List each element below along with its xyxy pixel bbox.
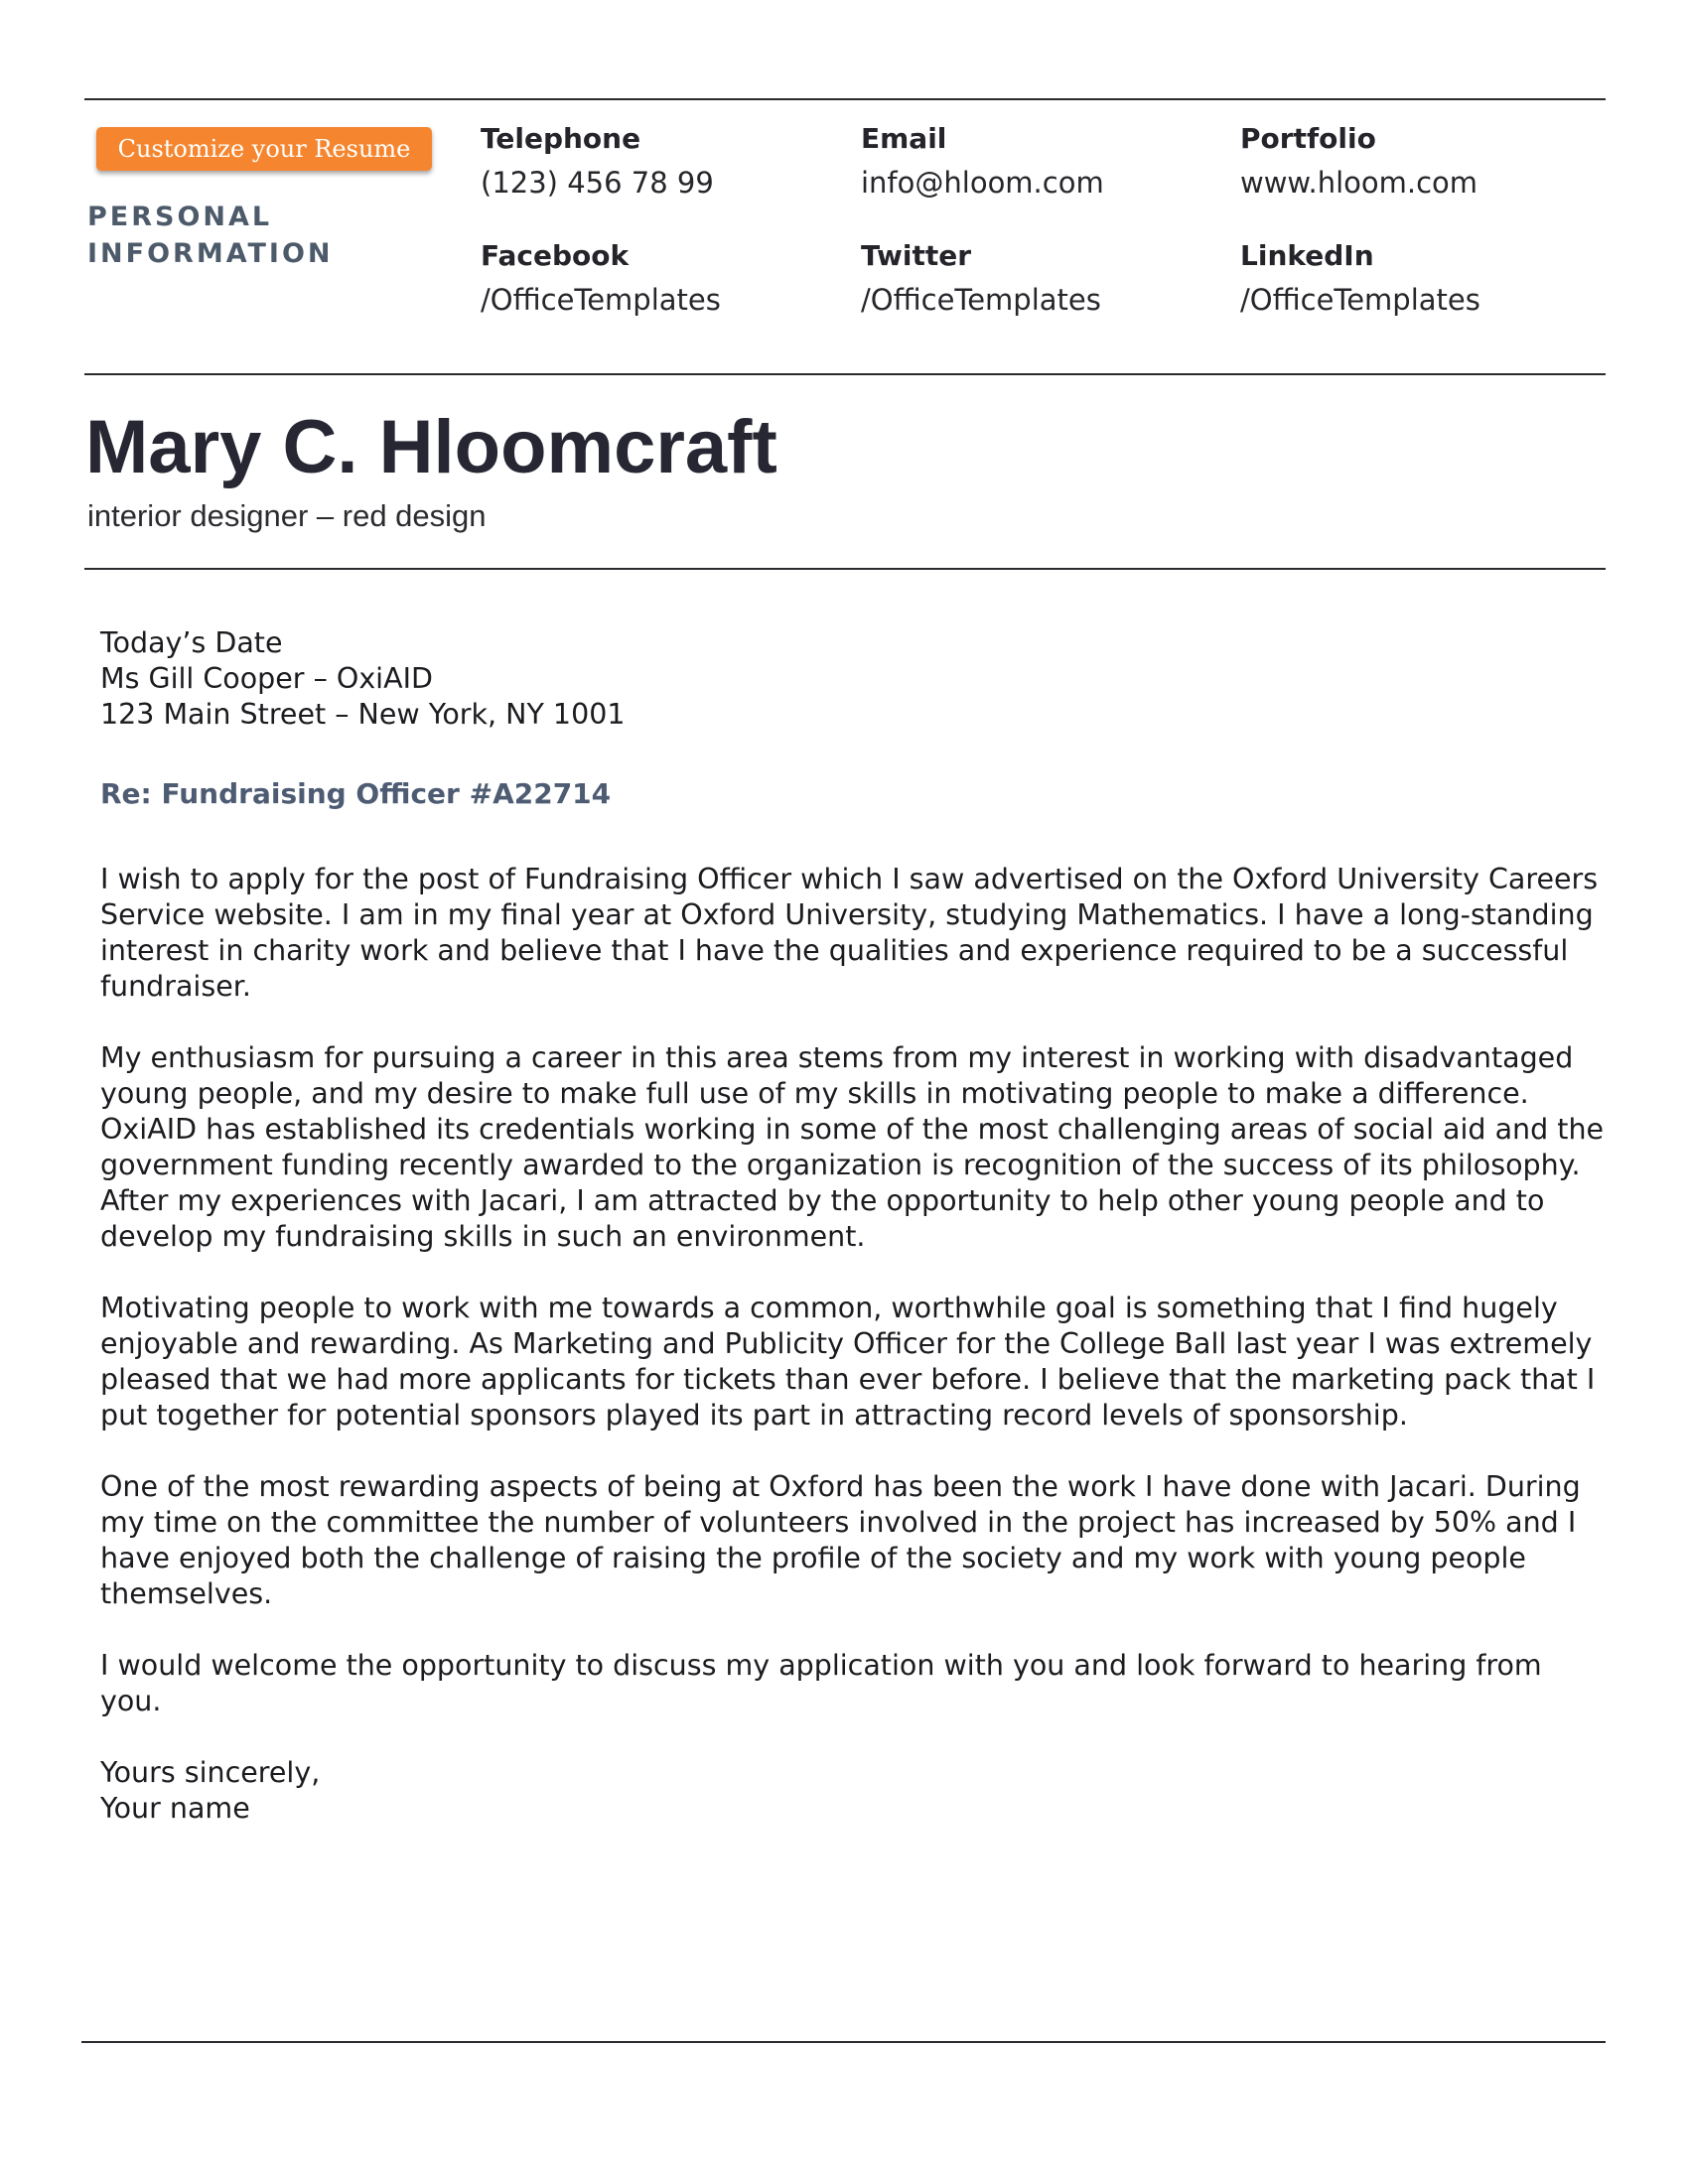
letter-signature: Your name [100, 1792, 250, 1825]
cover-letter-body [100, 625, 1610, 1827]
contact-portfolio [1240, 121, 1608, 203]
contact-value: /OfficeTemplates [481, 283, 721, 317]
letter-recipient: Ms Gill Cooper – OxiAID [100, 662, 433, 695]
paragraph-line: you. [100, 1685, 162, 1717]
letter-paragraph [100, 1291, 1610, 1433]
paragraph-line: put together for potential sponsors played its part in attracting record levels of sponsorship. [100, 1399, 1408, 1432]
contact-value: /OfficeTemplates [1240, 283, 1480, 317]
customize-resume-button[interactable]: Customize your Resume [96, 127, 432, 171]
letter-paragraph [100, 1040, 1610, 1255]
letter-paragraph [100, 1469, 1610, 1612]
contact-label: LinkedIn [1240, 239, 1374, 272]
contact-telephone [481, 121, 848, 203]
contact-label: Portfolio [1240, 122, 1376, 155]
paragraph-line: My enthusiasm for pursuing a career in this area stems from my interest in working with disadvantaged [100, 1041, 1574, 1074]
paragraph-line: Motivating people to work with me towards a common, worthwhile goal is something that I find hugely [100, 1292, 1558, 1324]
contact-value: /OfficeTemplates [861, 283, 1101, 317]
contact-email [861, 121, 1228, 203]
letter-paragraph [100, 1648, 1610, 1719]
paragraph-line: fundraiser. [100, 970, 251, 1003]
contact-label: Telephone [481, 122, 641, 155]
paragraph-line: pleased that we had more applicants for tickets than ever before. I believe that the marketing pack that I [100, 1363, 1596, 1396]
paragraph-line: enjoyable and rewarding. As Marketing and Publicity Officer for the College Ball last year I was extremely [100, 1327, 1593, 1360]
letter-closing: Yours sincerely, [100, 1756, 321, 1789]
applicant-subtitle: interior designer – red design [87, 498, 487, 533]
contact-label: Email [861, 122, 947, 155]
paragraph-line: my time on the committee the number of volunteers involved in the project has increased by 50% and I [100, 1506, 1577, 1539]
paragraph-line: I wish to apply for the post of Fundraising Officer which I saw advertised on the Oxford University Careers [100, 863, 1599, 895]
letter-subject: Re: Fundraising Officer #A22714 [100, 777, 612, 810]
letter-paragraph [100, 862, 1610, 1005]
paragraph-line: After my experiences with Jacari, I am attracted by the opportunity to help other young people and to [100, 1184, 1545, 1217]
paragraph-line: I would welcome the opportunity to discuss my application with you and look forward to hearing from [100, 1649, 1542, 1682]
contact-value: info@hloom.com [861, 166, 1104, 200]
top-divider [84, 98, 1606, 100]
header-divider [84, 373, 1606, 375]
contact-facebook [481, 238, 848, 320]
contact-label: Twitter [861, 239, 972, 272]
paragraph-line: young people, and my desire to make full use of my skills in motivating people to make a difference. [100, 1077, 1529, 1110]
section-heading-line-2: INFORMATION [87, 238, 334, 269]
contact-twitter [861, 238, 1228, 320]
paragraph-line: OxiAID has established its credentials working in some of the most challenging areas of social aid and the [100, 1113, 1605, 1146]
paragraph-line: interest in charity work and believe that I have the qualities and experience required to be a successful [100, 934, 1569, 967]
letter-address: 123 Main Street – New York, NY 1001 [100, 698, 626, 731]
name-divider [84, 568, 1606, 570]
contact-value: www.hloom.com [1240, 166, 1478, 200]
footer-divider [81, 2041, 1606, 2043]
paragraph-line: develop my fundraising skills in such an environment. [100, 1220, 866, 1253]
paragraph-line: have enjoyed both the challenge of raising the profile of the society and my work with young people [100, 1542, 1526, 1574]
paragraph-line: government funding recently awarded to the organization is recognition of the success of its philosophy. [100, 1149, 1581, 1181]
contact-linkedin [1240, 238, 1608, 320]
applicant-name: Mary C. Hloomcraft [85, 405, 777, 489]
letter-date: Today’s Date [100, 626, 283, 659]
paragraph-line: One of the most rewarding aspects of being at Oxford has been the work I have done with Jacari. During [100, 1470, 1581, 1503]
contact-label: Facebook [481, 239, 630, 272]
personal-information-heading [87, 199, 405, 272]
paragraph-line: themselves. [100, 1577, 273, 1610]
paragraph-line: Service website. I am in my final year at Oxford University, studying Mathematics. I have a long-standing [100, 898, 1594, 931]
contact-value: (123) 456 78 99 [481, 166, 714, 200]
section-heading-line-1: PERSONAL [87, 202, 273, 232]
